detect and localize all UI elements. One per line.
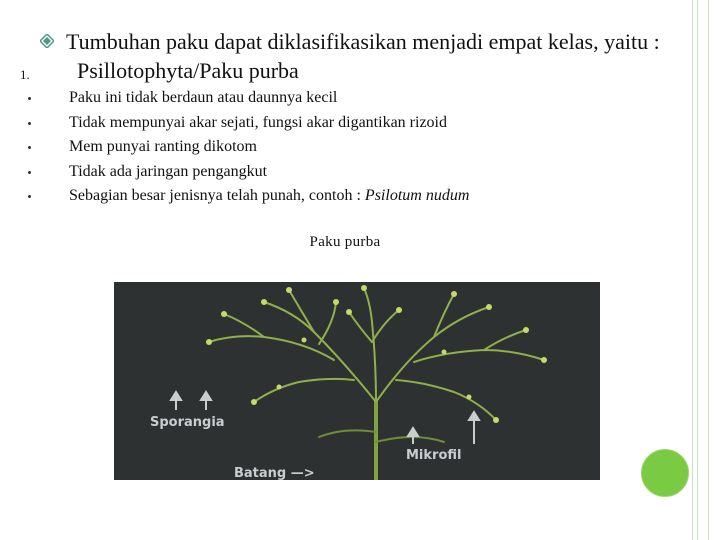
right-border-line-3 bbox=[708, 0, 709, 540]
bullet-dot-icon bbox=[28, 195, 31, 198]
label-sporangia: Sporangia bbox=[150, 415, 225, 430]
label-batang: Batang —> bbox=[234, 466, 315, 480]
plant-illustration bbox=[114, 282, 600, 480]
item-title: Psillotophyta/Paku purba bbox=[77, 58, 299, 83]
list-item bbox=[20, 86, 660, 111]
right-border-line-2 bbox=[697, 0, 698, 540]
intro-text: Tumbuhan paku dapat diklasifikasikan menjadi empat kelas, yaitu : bbox=[66, 29, 660, 54]
species-name: Psilotum nudum bbox=[364, 187, 470, 204]
label-mikrofil: Mikrofil bbox=[406, 448, 462, 463]
list-item-text: Mem punyai ranting dikotom bbox=[69, 138, 257, 155]
list-item-text: Paku ini tidak berdaun atau daunnya kecil bbox=[69, 89, 338, 106]
list-item-text: Tidak mempunyai akar sejati, fungsi akar digantikan rizoid bbox=[69, 113, 447, 131]
bullet-list bbox=[20, 86, 660, 209]
list-item-text bbox=[69, 184, 469, 208]
bullet-dot-icon bbox=[28, 122, 31, 125]
item-number: 1. bbox=[20, 67, 30, 82]
bullet-dot-icon bbox=[28, 146, 31, 149]
diamond-bullet-icon bbox=[40, 34, 54, 48]
list-item-main: Sebagian besar jenisnya telah punah, contoh : bbox=[69, 187, 365, 204]
bullet-dot-icon bbox=[28, 97, 31, 100]
list-item bbox=[20, 111, 660, 136]
list-item bbox=[20, 135, 660, 160]
list-item bbox=[20, 160, 660, 185]
plant-photo bbox=[114, 282, 600, 480]
right-border-line-1 bbox=[692, 0, 693, 540]
list-item bbox=[20, 184, 660, 209]
green-circle-decoration bbox=[641, 449, 689, 497]
list-item-text: Tidak ada jaringan pengangkut bbox=[69, 162, 268, 180]
image-caption: Paku purba bbox=[309, 234, 381, 250]
bullet-dot-icon bbox=[28, 171, 31, 174]
